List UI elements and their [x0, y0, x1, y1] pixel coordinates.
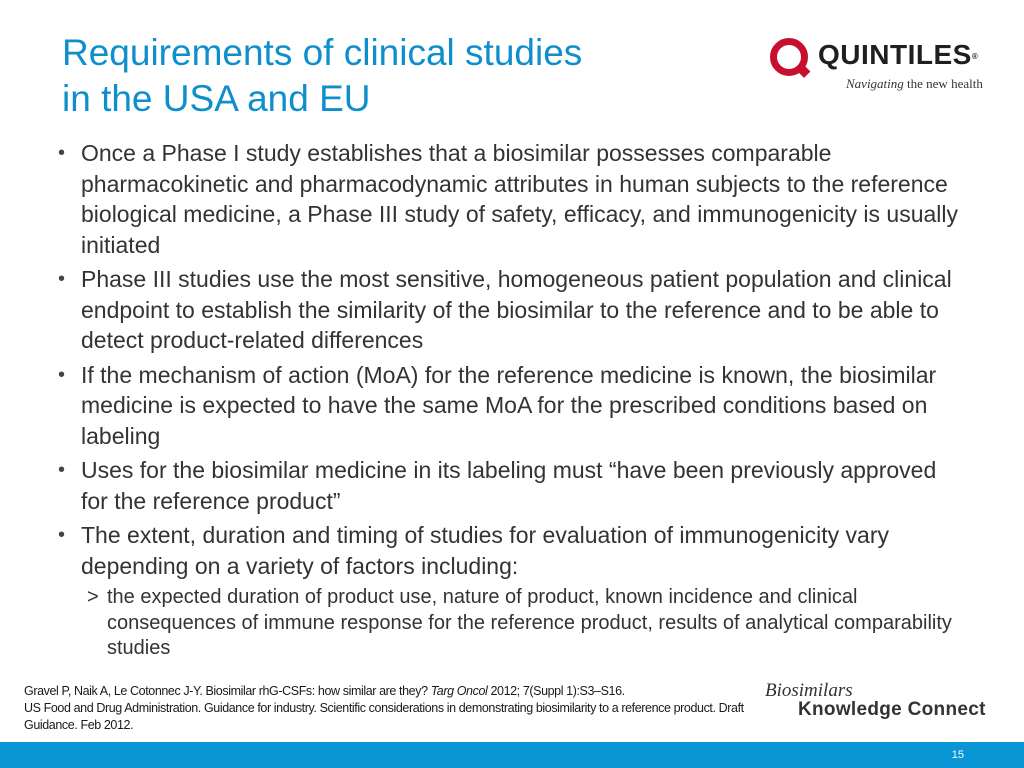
- page-number: 15: [951, 749, 964, 761]
- bullet-marker: •: [58, 142, 66, 164]
- tagline-italic: Navigating: [846, 76, 904, 91]
- reference-1: [24, 683, 784, 700]
- bullet-item: [58, 138, 958, 260]
- bullet-marker: •: [58, 363, 66, 386]
- slide-title-line2: in the USA and EU: [62, 78, 371, 119]
- bullet-item: [58, 455, 958, 516]
- bullet-marker: •: [58, 268, 66, 290]
- bullet-text: Phase III studies use the most sensitive, homogeneous patient population and clinical endpoint to establish the similarity of the biosimilar to the reference and to be able to detect product-related differences: [81, 266, 952, 353]
- reference-1-journal: Targ Oncol: [430, 684, 488, 698]
- slide-title-line1: Requirements of clinical studies: [62, 32, 583, 73]
- bullet-text: Uses for the biosimilar medicine in its labeling must “have been previously approved for the reference product”: [81, 457, 937, 514]
- quintiles-name: QUINTILES: [818, 39, 972, 70]
- bullet-item: [58, 264, 958, 356]
- bullet-text: If the mechanism of action (MoA) for the reference medicine is known, the biosimilar medicine is expected to have the same MoA for the prescribed conditions based on labeling: [81, 361, 937, 449]
- bullet-list: [58, 138, 958, 662]
- bullet-item: [58, 360, 958, 452]
- reference-2: US Food and Drug Administration. Guidance for industry. Scientific considerations in demonstrating biosimilarity to a reference product. Draft Guidance. Feb 2012.: [24, 701, 744, 732]
- bullet-item: [58, 520, 958, 581]
- sub-bullet-marker: >: [87, 586, 99, 608]
- reference-1-text: Gravel P, Naik A, Le Cotonnec J-Y. Biosimilar rhG-CSFs: how similar are they?: [24, 684, 431, 698]
- slide-title: [62, 30, 702, 122]
- registered-mark: ®: [971, 52, 979, 61]
- bullet-marker: •: [58, 459, 66, 481]
- tagline-rest: the new health: [903, 76, 983, 91]
- bkc-logo-line1: Biosimilars: [765, 680, 853, 701]
- bullet-marker: •: [58, 524, 66, 546]
- biosimilars-knowledge-connect-logo: [765, 680, 995, 724]
- footer-bar: [0, 742, 1024, 768]
- quintiles-tagline: [846, 76, 983, 92]
- quintiles-q-icon: [770, 38, 808, 76]
- quintiles-logo: [768, 36, 1000, 96]
- references: [24, 683, 784, 734]
- reference-1-citation: 2012; 7(Suppl 1):S3–S16.: [487, 684, 625, 698]
- bullet-text: Once a Phase I study establishes that a biosimilar possesses comparable pharmacokinetic and pharmacodynamic attributes in human subjects to the reference biological medicine, a Phase III study of safety, efficacy, and immunogenicity is usually initiated: [81, 140, 958, 258]
- bkc-logo-line2: Knowledge Connect: [798, 699, 986, 720]
- sub-bullet-text: the expected duration of product use, nature of product, known incidence and clinical consequences of immune response for the reference product, results of analytical comparability studies: [107, 586, 952, 659]
- sub-bullet-item: [58, 585, 958, 662]
- bullet-text: The extent, duration and timing of studies for evaluation of immunogenicity vary depending on a variety of factors including:: [81, 522, 889, 579]
